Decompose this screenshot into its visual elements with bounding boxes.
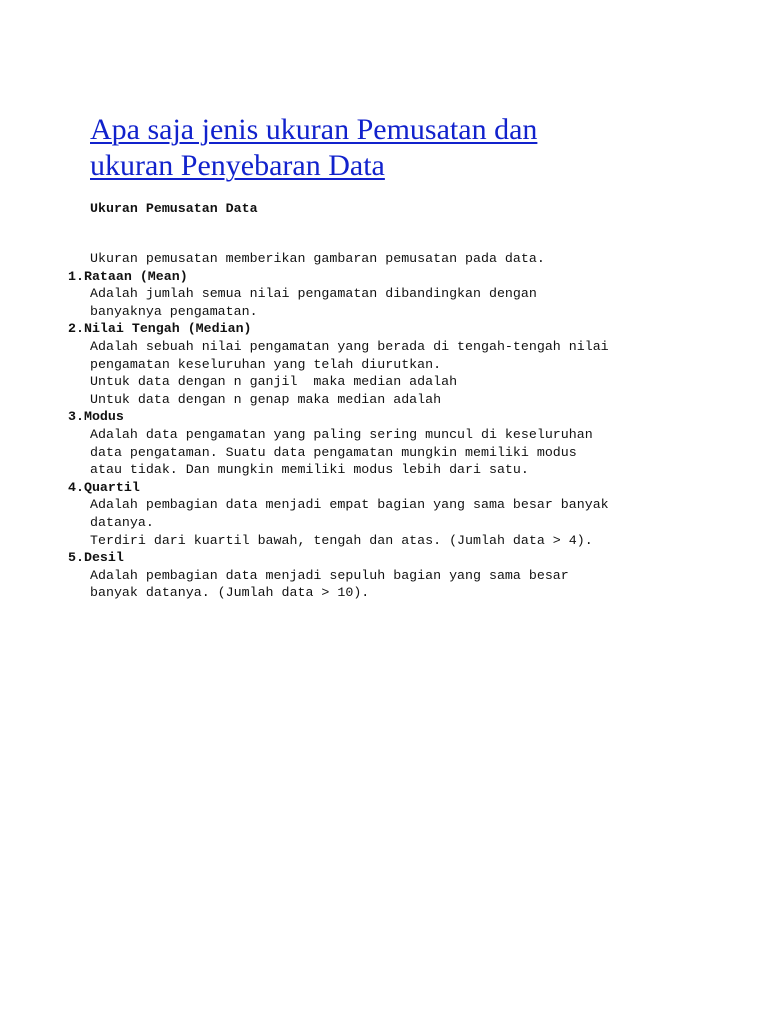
section-heading: 5.Desil: [68, 550, 124, 566]
section-text: data pengataman. Suatu data pengamatan mungkin memiliki modus: [90, 444, 577, 460]
section-text: Adalah data pengamatan yang paling sering muncul di keseluruhan: [90, 426, 593, 442]
section-subheading: Ukuran Pemusatan Data: [90, 201, 258, 216]
section-text: banyaknya pengamatan.: [90, 303, 258, 319]
section-quartil: [68, 479, 728, 549]
section-desil: [68, 549, 728, 602]
section-heading: 1.Rataan (Mean): [68, 268, 188, 284]
page-title-link[interactable]: [90, 112, 690, 184]
document-body: [68, 250, 728, 602]
section-heading: 3.Modus: [68, 409, 124, 425]
section-heading: 4.Quartil: [68, 479, 140, 495]
section-heading: 2.Nilai Tengah (Median): [68, 321, 252, 337]
section-text: Adalah pembagian data menjadi sepuluh bagian yang sama besar: [90, 567, 569, 583]
section-text: pengamatan keseluruhan yang telah diurutkan.: [90, 356, 442, 372]
section-text: banyak datanya. (Jumlah data > 10).: [90, 585, 370, 601]
section-text: Adalah sebuah nilai pengamatan yang berada di tengah-tengah nilai: [90, 338, 609, 354]
section-median: [68, 320, 728, 408]
page-title-line-1[interactable]: Apa saja jenis ukuran Pemusatan dan: [90, 113, 538, 146]
section-text: Terdiri dari kuartil bawah, tengah dan atas. (Jumlah data > 4).: [90, 532, 593, 548]
page-title-line-2[interactable]: ukuran Penyebaran Data: [90, 149, 385, 182]
section-text: datanya.: [90, 514, 154, 530]
section-modus: [68, 408, 728, 478]
section-text: Adalah jumlah semua nilai pengamatan dibandingkan dengan: [90, 286, 537, 302]
section-mean: [68, 268, 728, 321]
intro-text: Ukuran pemusatan memberikan gambaran pemusatan pada data.: [90, 251, 545, 266]
section-text: atau tidak. Dan mungkin memiliki modus lebih dari satu.: [90, 462, 529, 478]
section-text: Untuk data dengan n ganjil maka median adalah: [90, 374, 458, 390]
section-text: Untuk data dengan n genap maka median adalah: [90, 391, 442, 407]
section-text: Adalah pembagian data menjadi empat bagian yang sama besar banyak: [90, 497, 609, 513]
